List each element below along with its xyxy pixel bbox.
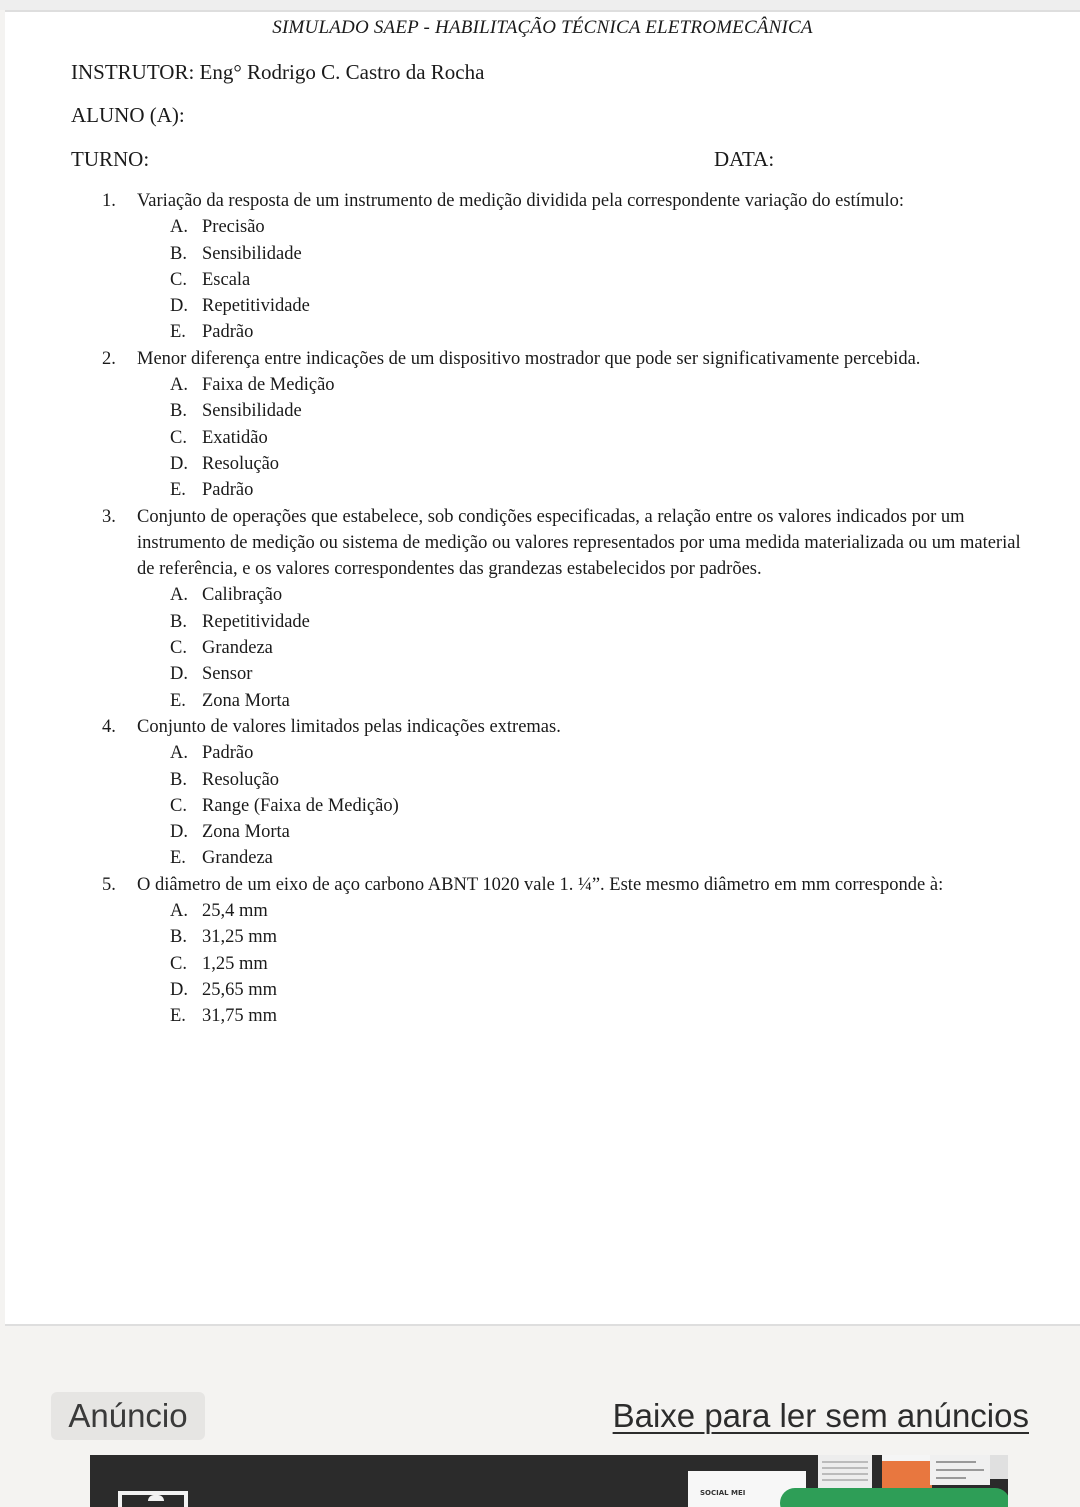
option-letter: E. [170, 1006, 186, 1027]
option-text: 31,25 mm [202, 927, 278, 948]
option [170, 372, 1042, 398]
option-text: Grandeza [202, 848, 273, 869]
option-letter: A. [170, 585, 188, 606]
option-text: Exatidão [202, 427, 268, 448]
question-1 [102, 188, 1042, 214]
option-letter: D. [170, 664, 188, 685]
option-text: Escala [202, 269, 251, 290]
question-4 [102, 714, 1042, 740]
option [170, 977, 1042, 1003]
question-number: 3. [102, 506, 116, 527]
option-text: Repetitividade [202, 611, 310, 632]
option-letter: B. [170, 401, 187, 422]
option-text: Padrão [202, 480, 254, 501]
question-list [102, 188, 1042, 1030]
question-text: Menor diferença entre indicações de um dispositivo mostrador que pode ser significativamente percebida. [137, 348, 921, 369]
option-text: Resolução [202, 453, 280, 474]
question-number: 5. [102, 874, 116, 895]
option-letter: C. [170, 269, 187, 290]
option [170, 635, 1042, 661]
option-text: Padrão [202, 743, 254, 764]
ad-thumbnail-top [882, 1455, 932, 1461]
option [170, 451, 1042, 477]
option-letter: B. [170, 611, 187, 632]
option [170, 793, 1042, 819]
question-2 [102, 346, 1042, 372]
question-text: Conjunto de operações que estabelece, sob condições especificadas, a relação entre os valores indicados por um instrumento de medição ou sistema de medição ou valores representados por uma medida materializada ou um material de referência, e os valores correspondentes das grandezas estabelecidos por padrões. [137, 506, 1021, 580]
option-letter: B. [170, 769, 187, 790]
option-text: 25,65 mm [202, 979, 278, 1000]
question-number: 1. [102, 191, 116, 211]
option [170, 293, 1042, 319]
question-2-options [102, 372, 1042, 503]
option-letter: E. [170, 690, 186, 711]
option-text: Zona Morta [202, 822, 290, 843]
option-text: Sensibilidade [202, 243, 302, 264]
option-letter: E. [170, 848, 186, 869]
top-strip [0, 0, 1080, 10]
option [170, 319, 1042, 345]
option-letter: D. [170, 453, 188, 474]
shift-line: TURNO: [71, 147, 150, 171]
option-letter: A. [170, 901, 188, 922]
option [170, 1003, 1042, 1029]
option [170, 688, 1042, 714]
option [170, 898, 1042, 924]
option [170, 819, 1042, 845]
option [170, 214, 1042, 240]
option-letter: E. [170, 322, 186, 343]
option-letter: A. [170, 375, 188, 396]
ad-thumbnail [990, 1455, 1008, 1479]
option [170, 609, 1042, 635]
option-text: Sensor [202, 664, 253, 685]
ad-thumbnail [818, 1455, 872, 1489]
option [170, 845, 1042, 871]
ad-label: Anúncio [51, 1392, 205, 1440]
question-3 [102, 504, 1042, 583]
option-letter: A. [170, 743, 188, 764]
remove-ads-link[interactable]: Baixe para ler sem anúncios [612, 1397, 1029, 1434]
option [170, 951, 1042, 977]
document-page [5, 10, 1080, 1326]
option-text: Padrão [202, 322, 254, 343]
ad-thumbnail [930, 1455, 990, 1485]
instructor-line: INSTRUTOR: Eng° Rodrigo C. Castro da Rocha [71, 60, 485, 84]
option-text: Repetitividade [202, 296, 310, 317]
question-number: 2. [102, 348, 116, 369]
ad-logo-detail [148, 1495, 164, 1501]
option-letter: A. [170, 217, 188, 238]
option-text: 25,4 mm [202, 901, 268, 922]
student-line: ALUNO (A): [71, 103, 185, 127]
option-letter: B. [170, 243, 187, 264]
option-text: Calibração [202, 585, 283, 606]
option-text: Sensibilidade [202, 401, 302, 422]
option-letter: B. [170, 927, 187, 948]
option-letter: D. [170, 979, 188, 1000]
option [170, 661, 1042, 687]
option [170, 425, 1042, 451]
option [170, 477, 1042, 503]
option [170, 924, 1042, 950]
option-text: 31,75 mm [202, 1006, 278, 1027]
ad-bar [0, 1326, 1080, 1507]
option [170, 582, 1042, 608]
question-number: 4. [102, 716, 116, 737]
question-5-options [102, 898, 1042, 1029]
question-5 [102, 872, 1042, 898]
question-3-options [102, 582, 1042, 713]
question-text: O diâmetro de um eixo de aço carbono ABNT 1020 vale 1. ¼”. Este mesmo diâmetro em mm corresponde à: [137, 874, 944, 895]
option-letter: C. [170, 427, 187, 448]
option [170, 241, 1042, 267]
option-text: 1,25 mm [202, 953, 268, 974]
document-title: SIMULADO SAEP - HABILITAÇÃO TÉCNICA ELETROMECÂNICA [272, 17, 813, 38]
option [170, 398, 1042, 424]
question-1-options [102, 214, 1042, 345]
option-text: Grandeza [202, 638, 273, 659]
option-letter: C. [170, 638, 187, 659]
option-letter: E. [170, 480, 186, 501]
ad-thumbnail-text: SOCIAL MEI [700, 1489, 746, 1497]
option-letter: D. [170, 822, 188, 843]
option-text: Range (Faixa de Medição) [202, 795, 399, 816]
ad-banner[interactable] [90, 1455, 1008, 1507]
option-text: Faixa de Medição [202, 375, 335, 396]
question-text: Variação da resposta de um instrumento de medição dividida pela correspondente variação do estímulo: [137, 191, 904, 211]
option-letter: C. [170, 953, 187, 974]
date-line: DATA: [714, 147, 775, 171]
option [170, 740, 1042, 766]
option-text: Resolução [202, 769, 280, 790]
option-letter: D. [170, 296, 188, 317]
option-text: Zona Morta [202, 690, 290, 711]
option [170, 267, 1042, 293]
question-4-options [102, 740, 1042, 871]
question-text: Conjunto de valores limitados pelas indicações extremas. [137, 716, 561, 737]
ad-cta-button[interactable] [780, 1488, 1008, 1507]
option-letter: C. [170, 795, 187, 816]
option-text: Precisão [202, 217, 265, 238]
option [170, 767, 1042, 793]
